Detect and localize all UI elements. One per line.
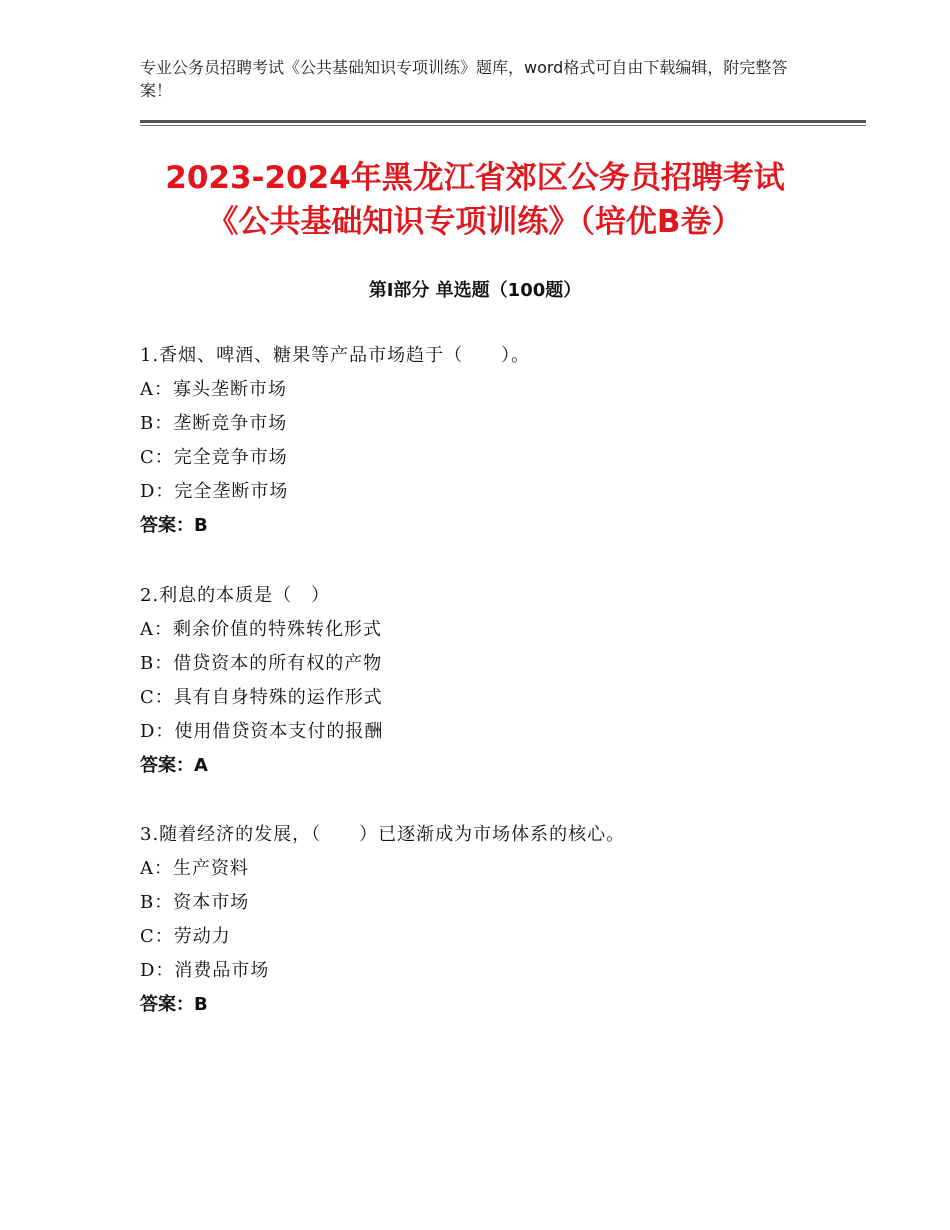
answer: 答案：B [140, 994, 208, 1015]
option-d: D：使用借贷资本支付的报酬 [140, 721, 384, 742]
question-2 [140, 579, 860, 783]
answer: 答案：A [140, 755, 208, 776]
option-b: B：垄断竞争市场 [140, 413, 288, 434]
question-stem: 2.利息的本质是（ ） [140, 585, 331, 606]
section-title: 第Ⅰ部分 单选题（100题） [368, 280, 582, 301]
question-3 [140, 818, 860, 1022]
option-d: D：消费品市场 [140, 960, 270, 981]
question-1 [140, 339, 860, 543]
answer: 答案：B [140, 515, 208, 536]
option-c: C：完全竞争市场 [140, 447, 288, 468]
question-stem: 3.随着经济的发展，（ ）已逐渐成为市场体系的核心。 [140, 824, 626, 845]
option-c: C：劳动力 [140, 926, 231, 947]
header-divider [140, 120, 866, 123]
title-line-2: 《公共基础知识专项训练》（培优B卷） [207, 204, 743, 240]
option-a: A：生产资料 [140, 858, 249, 879]
document-title [100, 156, 850, 244]
option-a: A：剩余价值的特殊转化形式 [140, 619, 382, 640]
option-c: C：具有自身特殊的运作形式 [140, 687, 383, 708]
option-d: D：完全垄断市场 [140, 481, 289, 502]
question-stem: 1.香烟、啤酒、糖果等产品市场趋于（ ）。 [140, 345, 531, 366]
option-b: B：借贷资本的所有权的产物 [140, 653, 383, 674]
option-b: B：资本市场 [140, 892, 250, 913]
header-note: 专业公务员招聘考试《公共基础知识专项训练》题库，word格式可自由下载编辑，附完整答案！ [140, 58, 788, 100]
title-line-1: 2023-2024年黑龙江省郊区公务员招聘考试 [165, 160, 785, 196]
header-divider-thin [140, 125, 866, 126]
option-a: A：寡头垄断市场 [140, 379, 287, 400]
